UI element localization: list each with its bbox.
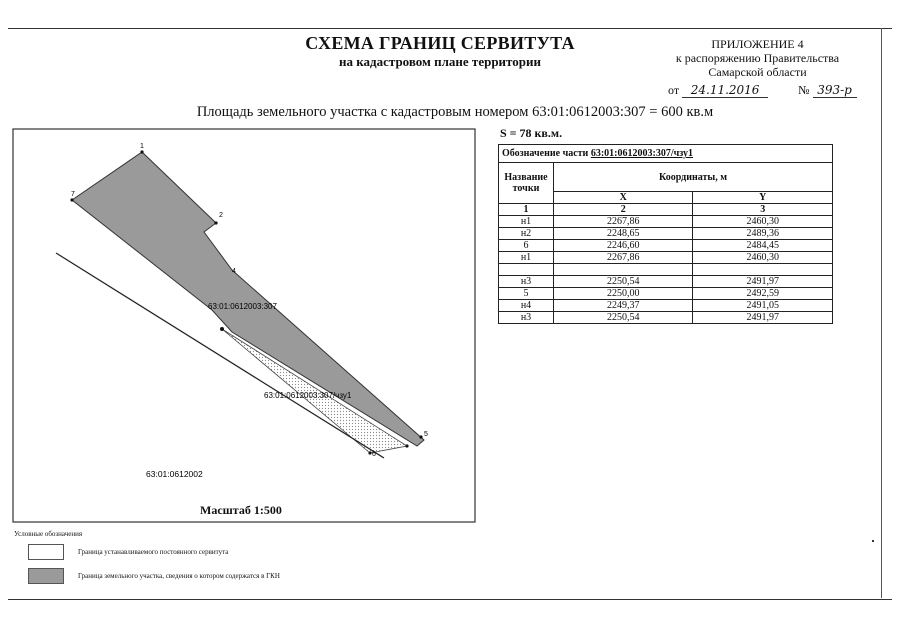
- table-caption-code: 63:01:0612003:307/чзу1: [590, 148, 694, 159]
- point-x: 2267,86: [554, 216, 693, 228]
- scan-speck: [872, 540, 874, 542]
- area-statement: Площадь земельного участка с кадастровым номером 63:01:0612003:307 = 600 кв.м: [196, 104, 714, 120]
- table-row: [499, 264, 833, 276]
- point-6-label: 6: [372, 451, 376, 458]
- point-1-label: 1: [140, 143, 144, 150]
- point-x: 2250,54: [554, 276, 693, 288]
- header-point-name: Название точки: [499, 163, 554, 204]
- column-number-1: 1: [499, 204, 554, 216]
- table-row: [499, 288, 833, 300]
- point-7-label: 7: [71, 191, 75, 198]
- point-5-label: 5: [424, 431, 428, 438]
- point-name: н3: [499, 276, 554, 288]
- point-x: 2248,65: [554, 228, 693, 240]
- point-y: 2492,59: [693, 288, 833, 300]
- header-y: Y: [693, 192, 833, 204]
- order-line: [668, 83, 857, 98]
- point-y: 2491,05: [693, 300, 833, 312]
- point-y: 2460,30: [693, 252, 833, 264]
- header-x: X: [554, 192, 693, 204]
- point-2-label: 2: [219, 212, 223, 219]
- point-5-marker: [419, 435, 422, 438]
- order-number-label: №: [798, 83, 810, 97]
- plan-scale: Масштаб 1:500: [200, 503, 282, 517]
- appendix-region: Самарской области: [708, 65, 807, 79]
- cadastral-plan: [12, 128, 482, 524]
- order-number: 393-р: [813, 83, 857, 98]
- document-subtitle: на кадастровом плане территории: [339, 54, 541, 69]
- appendix-block: [640, 37, 875, 79]
- parcel-number-label: 63:01:0612003:307: [208, 302, 277, 311]
- point-2-marker: [214, 221, 217, 224]
- point-name: 6: [499, 240, 554, 252]
- point-y: 2489,36: [693, 228, 833, 240]
- column-number-3: 3: [693, 204, 833, 216]
- point-x: [554, 264, 693, 276]
- point-name: 5: [499, 288, 554, 300]
- table-row: [499, 240, 833, 252]
- header-coordinates: Координаты, м: [554, 163, 833, 192]
- table-row: [499, 252, 833, 264]
- point-name: н4: [499, 300, 554, 312]
- table-caption-prefix: Обозначение части: [502, 148, 589, 159]
- table-row: [499, 312, 833, 324]
- point-x: 2250,00: [554, 288, 693, 300]
- servitude-area-value: S = 78 кв.м.: [500, 126, 563, 140]
- point-y: [693, 264, 833, 276]
- appendix-number: ПРИЛОЖЕНИЕ 4: [711, 37, 804, 51]
- point-y: 2491,97: [693, 276, 833, 288]
- point-name: [499, 264, 554, 276]
- point-n1-marker: [220, 327, 224, 331]
- servitude-number-label: 63:01:0612003:307/чзу1: [264, 391, 352, 400]
- point-1-marker: [140, 150, 143, 153]
- point-name: н1: [499, 216, 554, 228]
- sheet-right-border: [881, 28, 882, 598]
- appendix-reference: к распоряжению Правительства: [675, 51, 840, 65]
- table-row: [499, 228, 833, 240]
- legend-title: Условные обозначения: [14, 530, 83, 538]
- point-name: н2: [499, 228, 554, 240]
- legend-label-parcel: Граница земельного участка, сведения о котором содержатся в ГКН: [78, 572, 280, 580]
- point-name: н3: [499, 312, 554, 324]
- point-4-label: 4: [232, 268, 236, 275]
- point-name: н1: [499, 252, 554, 264]
- legend-swatch-servitude: [28, 544, 64, 560]
- table-row: [499, 300, 833, 312]
- coordinates-table: [498, 144, 833, 324]
- legend-swatch-parcel: [28, 568, 64, 584]
- point-y: 2460,30: [693, 216, 833, 228]
- point-7-marker: [70, 198, 73, 201]
- point-n2-marker: [405, 444, 408, 447]
- point-x: 2250,54: [554, 312, 693, 324]
- table-caption: [499, 145, 833, 163]
- order-date: 24.11.2016: [682, 83, 768, 98]
- point-x: 2246,60: [554, 240, 693, 252]
- table-row: [499, 216, 833, 228]
- table-row: [499, 276, 833, 288]
- point-y: 2484,45: [693, 240, 833, 252]
- legend-label-servitude: Граница устанавливаемого постоянного сервитута: [78, 548, 229, 556]
- column-number-2: 2: [554, 204, 693, 216]
- point-x: 2249,37: [554, 300, 693, 312]
- order-from-label: от: [668, 83, 680, 97]
- document-title: СХЕМА ГРАНИЦ СЕРВИТУТА: [305, 33, 575, 53]
- point-x: 2267,86: [554, 252, 693, 264]
- point-y: 2491,97: [693, 312, 833, 324]
- quarter-number-label: 63:01:0612002: [146, 469, 203, 479]
